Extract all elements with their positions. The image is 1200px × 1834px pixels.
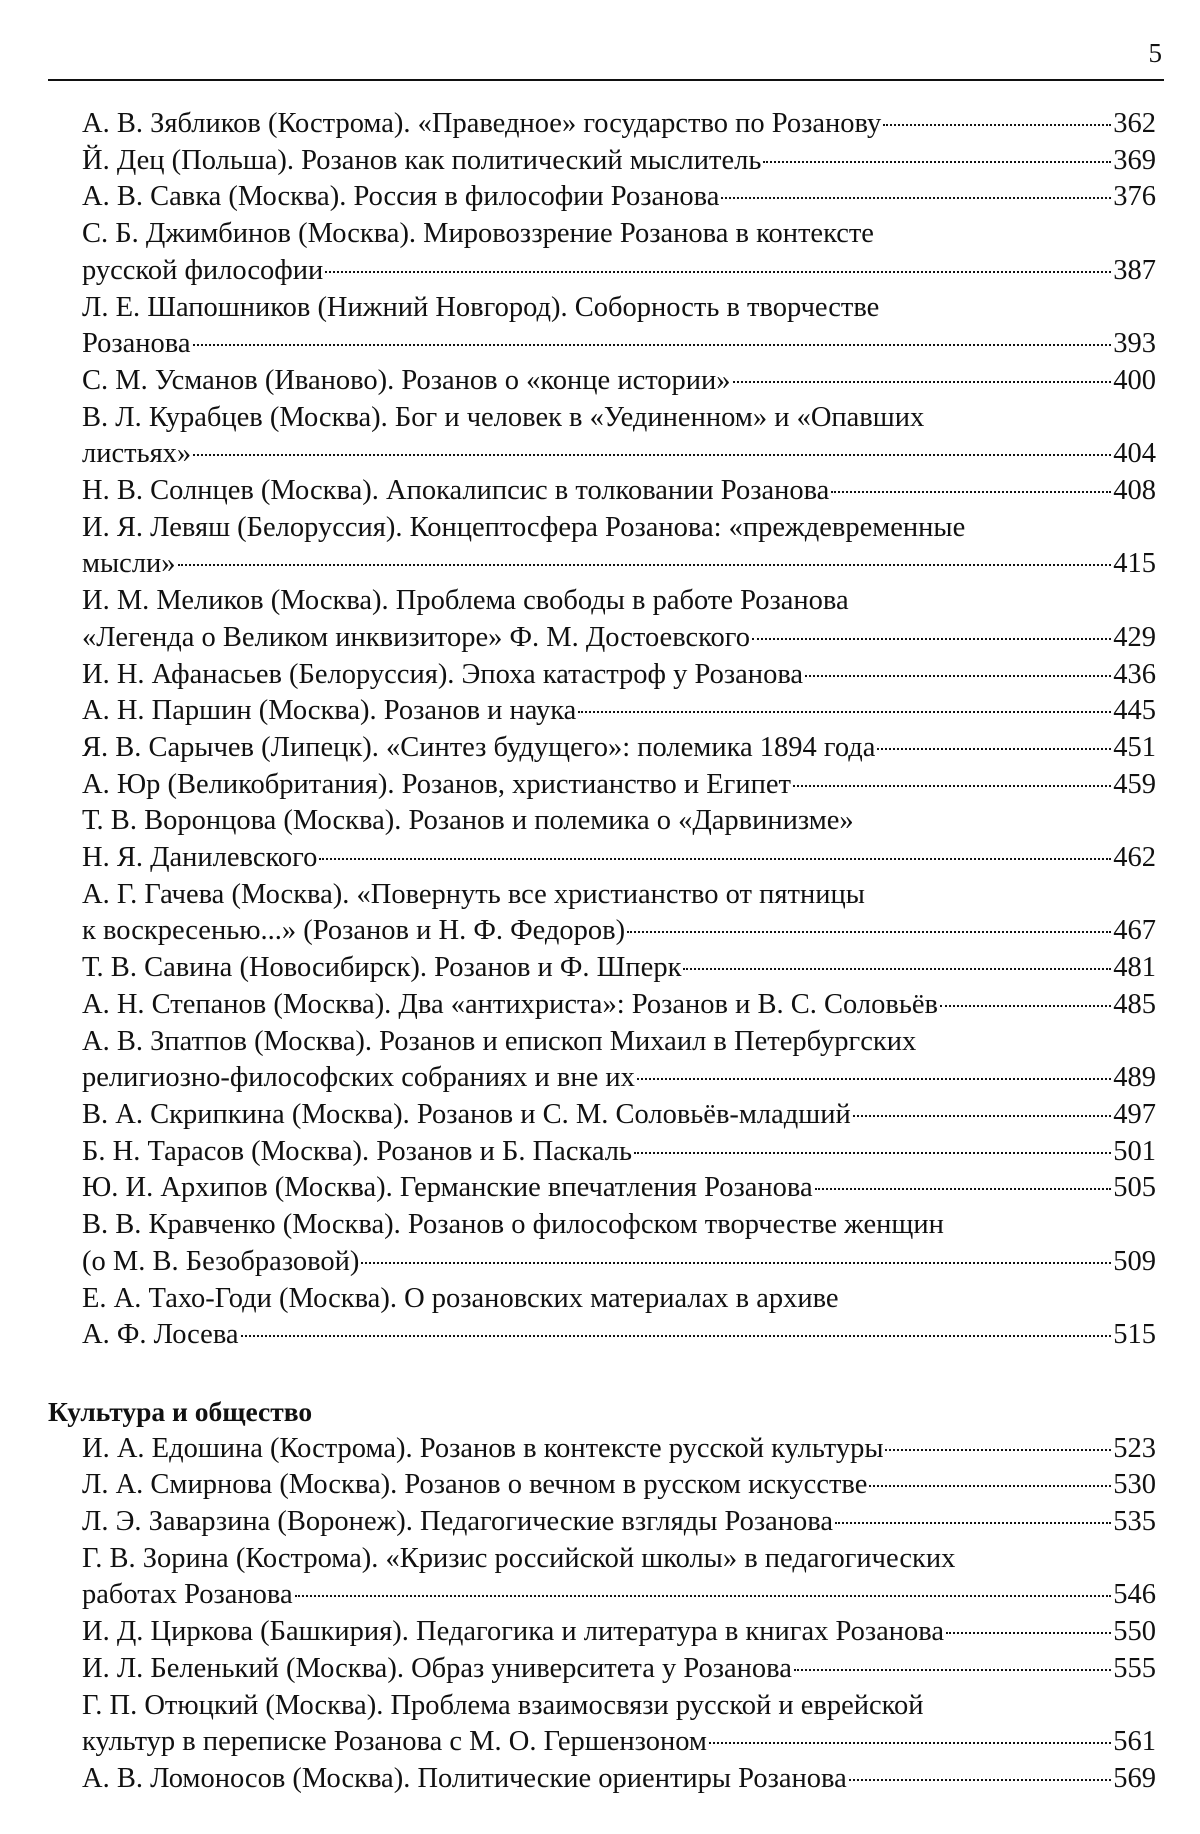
toc-entry <box>82 1097 1156 1134</box>
toc-entry-line <box>82 730 1156 767</box>
dot-leader <box>361 1262 1111 1264</box>
toc-entry <box>82 106 1156 143</box>
toc-entry-line <box>82 179 1156 216</box>
toc-entry-text: Л. Э. Заварзина (Воронеж). Педагогические взгляды Розанова <box>82 1506 834 1538</box>
toc-entry <box>82 510 1156 583</box>
toc-entry-text: мысли» <box>82 548 176 580</box>
toc-entry-text: (о М. В. Безобразовой) <box>82 1245 360 1277</box>
toc-entry-line <box>82 510 1156 547</box>
dot-leader <box>853 1115 1112 1117</box>
toc-entry-text: С. М. Усманов (Иваново). Розанов о «конце истории» <box>82 364 731 396</box>
toc-entry <box>82 1431 1156 1468</box>
toc-section-part1 <box>82 106 1156 1354</box>
dot-leader <box>835 1522 1111 1524</box>
toc-entry-page-number: 489 <box>1113 1062 1156 1094</box>
toc-entry <box>82 693 1156 730</box>
toc-entry-line <box>82 803 1156 840</box>
header-rule <box>48 79 1164 81</box>
dot-leader <box>940 1005 1111 1007</box>
toc-entry <box>82 400 1156 473</box>
toc-entry-line <box>82 1577 1156 1614</box>
toc-entry <box>82 1761 1156 1798</box>
toc-entry-page-number: 369 <box>1113 144 1156 176</box>
toc-entry <box>82 216 1156 289</box>
dot-leader <box>709 1742 1111 1744</box>
toc-entry-text: А. В. Зпатпов (Москва). Розанов и епископ Михаил в Петербургских <box>82 1025 917 1057</box>
toc-entry-page-number: 485 <box>1113 988 1156 1020</box>
dot-leader <box>325 271 1111 273</box>
toc-entry-text: И. А. Едошина (Кострома). Розанов в контексте русской культуры <box>82 1432 884 1464</box>
toc-entry <box>82 1614 1156 1651</box>
dot-leader <box>763 161 1111 163</box>
toc-entry <box>82 1467 1156 1504</box>
toc-entry-line <box>82 290 1156 327</box>
toc-entry-text: И. Д. Циркова (Башкирия). Педагогика и литература в книгах Розанова <box>82 1616 945 1648</box>
toc-entry-line <box>82 877 1156 914</box>
toc-entry-page-number: 436 <box>1113 658 1156 690</box>
toc-entry <box>82 1281 1156 1354</box>
toc-entry-page-number: 408 <box>1113 475 1156 507</box>
toc-entry-line <box>82 1724 1156 1761</box>
toc-entry-text: русской философии <box>82 254 324 286</box>
toc-entry-line <box>82 436 1156 473</box>
toc-entry-line <box>82 1060 1156 1097</box>
toc-entry <box>82 767 1156 804</box>
toc-entry-text: И. М. Меликов (Москва). Проблема свободы в работе Розанова <box>82 585 849 617</box>
toc-entry-line <box>82 216 1156 253</box>
toc-entry-line <box>82 1504 1156 1541</box>
toc-entry-page-number: 497 <box>1113 1098 1156 1130</box>
toc-entry-line <box>82 840 1156 877</box>
toc-entry-line <box>82 950 1156 987</box>
dot-leader <box>721 197 1111 199</box>
toc-entry <box>82 1207 1156 1280</box>
toc-entry-text: А. В. Ломоносов (Москва). Политические ориентиры Розанова <box>82 1762 847 1794</box>
toc-entry-text: С. Б. Джимбинов (Москва). Мировоззрение Розанова в контексте <box>82 218 874 250</box>
toc-entry-page-number: 462 <box>1113 842 1156 874</box>
toc-entry-page-number: 393 <box>1113 328 1156 360</box>
toc-entry-page-number: 569 <box>1113 1762 1156 1794</box>
toc-entry <box>82 473 1156 510</box>
dot-leader <box>849 1779 1112 1781</box>
toc-entry-text: А. В. Зябликов (Кострома). «Праведное» государство по Розанову <box>82 108 882 139</box>
dot-leader <box>241 1335 1112 1337</box>
toc-entry-text: В. В. Кравченко (Москва). Розанов о философском творчестве женщин <box>82 1209 944 1241</box>
dot-leader <box>883 124 1111 126</box>
toc-entry-text: Г. П. Отюцкий (Москва). Проблема взаимосвязи русской и еврейской <box>82 1689 924 1721</box>
toc-entry-line <box>82 1097 1156 1134</box>
toc-entry-line <box>82 106 1156 143</box>
toc-entry <box>82 730 1156 767</box>
toc-entry-line <box>82 987 1156 1024</box>
toc-entry-text: Г. В. Зорина (Кострома). «Кризис российской школы» в педагогических <box>82 1542 956 1574</box>
toc-entry-line <box>82 1688 1156 1725</box>
toc-entry <box>82 657 1156 694</box>
toc-entry-line <box>82 1541 1156 1578</box>
toc-entry-text: к воскресенью...» (Розанов и Н. Ф. Федоров) <box>82 915 626 947</box>
toc-entry-text: «Легенда о Великом инквизиторе» Ф. М. Достоевского <box>82 621 751 653</box>
toc-entry-text: Е. А. Тахо-Годи (Москва). О розановских материалах в архиве <box>82 1282 839 1314</box>
toc-entry-line <box>82 473 1156 510</box>
dot-leader <box>319 858 1111 860</box>
toc-entry-text: А. Н. Паршин (Москва). Розанов и наука <box>82 695 577 727</box>
toc-entry-text: Л. А. Смирнова (Москва). Розанов о вечном в русском искусстве <box>82 1469 868 1501</box>
toc-entry-text: В. А. Скрипкина (Москва). Розанов и С. М. Соловьёв-младший <box>82 1098 851 1130</box>
toc-entry-line <box>82 913 1156 950</box>
toc-entry-line <box>82 657 1156 694</box>
toc-entry-line <box>82 1134 1156 1171</box>
toc-entry-text: работах Розанова <box>82 1579 293 1611</box>
toc-entry-line <box>82 1317 1156 1354</box>
dot-leader <box>946 1632 1111 1634</box>
toc-entry-text: Л. Е. Шапошников (Нижний Новгород). Соборность в творчестве <box>82 291 880 323</box>
toc-entry-line <box>82 546 1156 583</box>
dot-leader <box>885 1449 1111 1451</box>
toc-entry-page-number: 505 <box>1113 1172 1156 1204</box>
toc-entry-page-number: 400 <box>1113 364 1156 396</box>
page-number: 5 <box>1148 38 1162 68</box>
toc-entry-text: Б. Н. Тарасов (Москва). Розанов и Б. Паскаль <box>82 1135 633 1167</box>
toc-entry-text: И. Л. Беленький (Москва). Образ университета у Розанова <box>82 1652 792 1684</box>
toc-entry <box>82 1024 1156 1097</box>
toc-entry-page-number: 555 <box>1113 1652 1156 1684</box>
toc-entry-page-number: 467 <box>1113 915 1156 947</box>
toc-entry <box>82 1541 1156 1614</box>
dot-leader <box>634 1152 1111 1154</box>
toc-entry-text: И. Я. Левяш (Белоруссия). Концептосфера Розанова: «преждевременные <box>82 511 966 543</box>
toc-entry-line <box>82 1431 1156 1468</box>
toc-entry-line <box>82 1281 1156 1318</box>
dot-leader <box>869 1485 1111 1487</box>
toc-entry-page-number: 550 <box>1113 1616 1156 1648</box>
dot-leader <box>683 968 1111 970</box>
toc-entry-line <box>82 363 1156 400</box>
toc-entry-page-number: 404 <box>1113 438 1156 470</box>
toc-entry <box>82 987 1156 1024</box>
toc-entry-page-number: 523 <box>1113 1432 1156 1464</box>
table-of-contents <box>48 106 1156 1798</box>
dot-leader <box>178 564 1112 566</box>
toc-entry-page-number: 561 <box>1113 1726 1156 1758</box>
toc-entry-page-number: 501 <box>1113 1135 1156 1167</box>
dot-leader <box>578 711 1111 713</box>
toc-entry-line <box>82 326 1156 363</box>
toc-entry-text: А. Юр (Великобритания). Розанов, христианство и Египет <box>82 768 791 800</box>
toc-entry-page-number: 429 <box>1113 621 1156 653</box>
toc-entry-line <box>82 693 1156 730</box>
toc-entry-line <box>82 1244 1156 1281</box>
toc-entry-text: Й. Дец (Польша). Розанов как политический мыслитель <box>82 144 762 176</box>
toc-entry-text: культур в переписке Розанова с М. О. Гершензоном <box>82 1726 707 1758</box>
toc-entry-text: Т. В. Воронцова (Москва). Розанов и полемика о «Дарвинизме» <box>82 805 854 837</box>
toc-entry-page-number: 481 <box>1113 952 1156 984</box>
toc-entry-text: А. Н. Степанов (Москва). Два «антихриста»: Розанов и В. С. Соловьёв <box>82 988 938 1020</box>
toc-entry <box>82 1134 1156 1171</box>
toc-section-part2 <box>82 1431 1156 1798</box>
section-heading-culture: Культура и общество <box>48 1395 313 1427</box>
dot-leader <box>193 344 1112 346</box>
toc-entry-page-number: 387 <box>1113 254 1156 286</box>
toc-entry <box>82 803 1156 876</box>
toc-entry-line <box>82 1651 1156 1688</box>
dot-leader <box>805 675 1111 677</box>
dot-leader <box>793 785 1111 787</box>
toc-entry-text: Н. Я. Данилевского <box>82 842 318 874</box>
toc-entry-page-number: 530 <box>1113 1469 1156 1501</box>
toc-entry-line <box>82 253 1156 290</box>
toc-entry-text: листьях» <box>82 438 192 470</box>
toc-entry-line <box>82 767 1156 804</box>
toc-entry-page-number: 459 <box>1113 768 1156 800</box>
toc-entry <box>82 1651 1156 1688</box>
toc-entry <box>82 179 1156 216</box>
toc-entry-page-number: 535 <box>1113 1506 1156 1538</box>
toc-entry-text: А. Ф. Лосева <box>82 1319 239 1351</box>
toc-entry-text: Ю. И. Архипов (Москва). Германские впечатления Розанова <box>82 1172 813 1204</box>
toc-entry-line <box>82 1024 1156 1061</box>
toc-entry-page-number: 362 <box>1113 108 1156 139</box>
toc-entry-page-number: 515 <box>1113 1319 1156 1351</box>
toc-entry <box>82 877 1156 950</box>
dot-leader <box>815 1188 1112 1190</box>
dot-leader <box>295 1595 1112 1597</box>
toc-entry <box>82 290 1156 363</box>
toc-entry <box>82 1170 1156 1207</box>
toc-entry-text: Н. В. Солнцев (Москва). Апокалипсис в толковании Розанова <box>82 475 830 507</box>
toc-entry-line <box>82 143 1156 180</box>
toc-entry <box>82 143 1156 180</box>
toc-entry-line <box>82 620 1156 657</box>
dot-leader <box>193 454 1111 456</box>
toc-entry-text: В. Л. Курабцев (Москва). Бог и человек в «Уединенном» и «Опавших <box>82 401 925 433</box>
dot-leader <box>627 931 1111 933</box>
toc-entry-line <box>82 1467 1156 1504</box>
toc-entry-line <box>82 583 1156 620</box>
toc-entry <box>82 1504 1156 1541</box>
toc-entry-page-number: 546 <box>1113 1579 1156 1611</box>
toc-entry-text: религиозно-философских собраниях и вне их <box>82 1062 635 1094</box>
toc-entry <box>82 363 1156 400</box>
toc-entry-line <box>82 1761 1156 1798</box>
dot-leader <box>752 638 1111 640</box>
toc-entry-line <box>82 1207 1156 1244</box>
toc-entry-line <box>82 1170 1156 1207</box>
dot-leader <box>733 381 1112 383</box>
toc-entry-page-number: 376 <box>1113 181 1156 213</box>
toc-entry-text: А. Г. Гачева (Москва). «Повернуть все христианство от пятницы <box>82 878 865 910</box>
dot-leader <box>794 1669 1111 1671</box>
toc-entry-text: А. В. Савка (Москва). Россия в философии Розанова <box>82 181 720 213</box>
toc-entry-line <box>82 1614 1156 1651</box>
toc-entry <box>82 583 1156 656</box>
toc-entry <box>82 1688 1156 1761</box>
toc-entry-page-number: 445 <box>1113 695 1156 727</box>
toc-entry <box>82 950 1156 987</box>
toc-entry-text: Я. В. Сарычев (Липецк). «Синтез будущего»: полемика 1894 года <box>82 731 876 763</box>
toc-entry-page-number: 451 <box>1113 731 1156 763</box>
dot-leader <box>637 1078 1111 1080</box>
dot-leader <box>877 748 1111 750</box>
toc-entry-text: Т. В. Савина (Новосибирск). Розанов и Ф. Шперк <box>82 952 682 984</box>
dot-leader <box>831 491 1111 493</box>
toc-entry-text: Розанова <box>82 328 191 360</box>
toc-entry-text: И. Н. Афанасьев (Белоруссия). Эпоха катастроф у Розанова <box>82 658 804 690</box>
toc-entry-page-number: 415 <box>1113 548 1156 580</box>
toc-entry-page-number: 509 <box>1113 1245 1156 1277</box>
toc-entry-line <box>82 400 1156 437</box>
